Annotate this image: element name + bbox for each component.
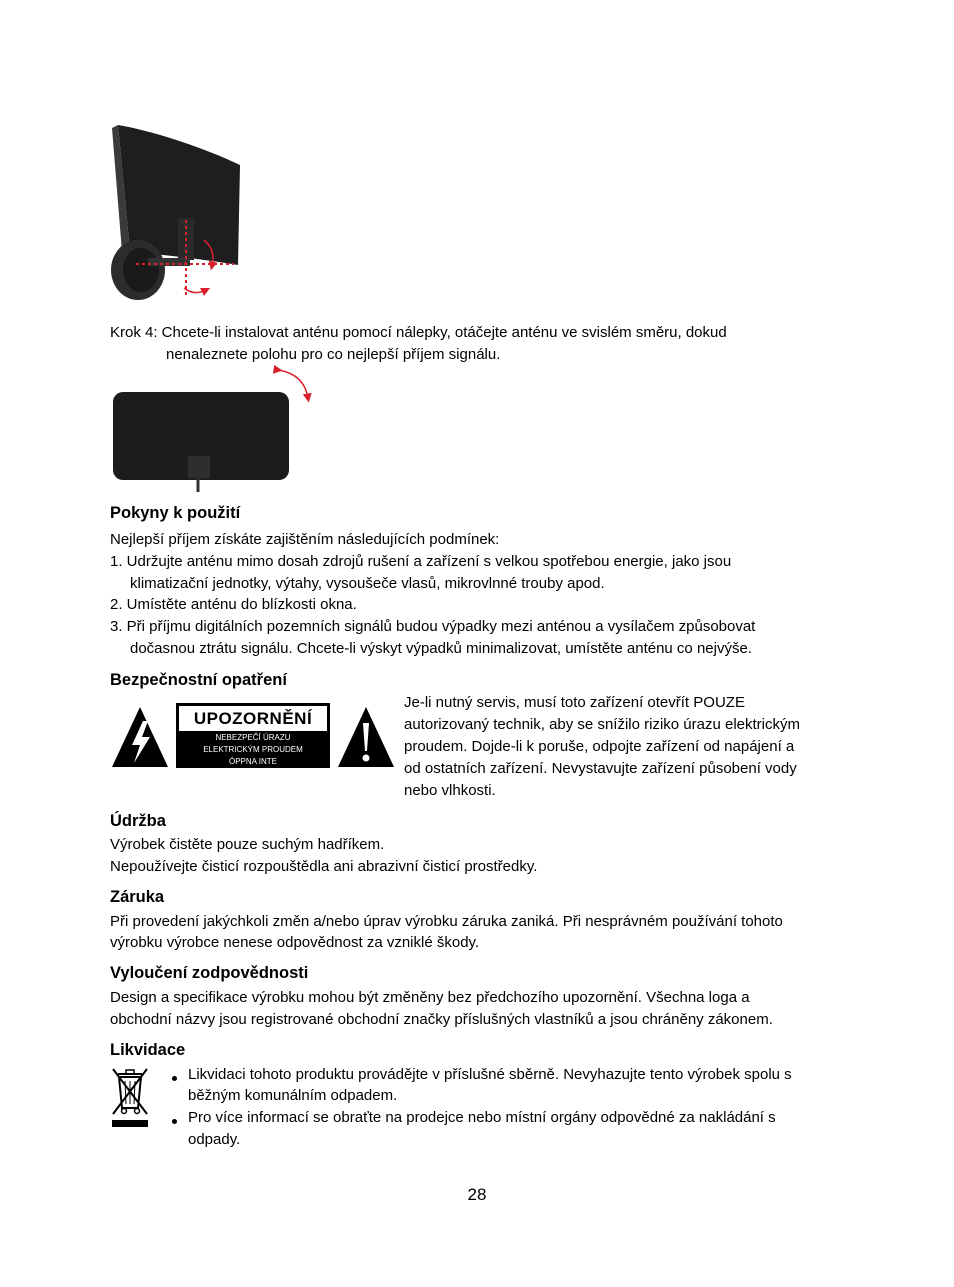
safety-heading: Bezpečnostní opatření [110, 671, 287, 689]
usage-item3-line1: 3. Při příjmu digitálních pozemních signálů budou výpadky mezi anténou a vysílačem způsobovat [110, 618, 756, 635]
disposal-bullet2-line1: Pro více informací se obraťte na prodejce nebo místní orgány odpovědné za nakládání s [188, 1109, 776, 1126]
caution-label [176, 703, 330, 768]
step4-line1: Krok 4: Chcete-li instalovat anténu pomocí nálepky, otáčejte anténu ve svislém směru, dokud [110, 324, 727, 341]
usage-heading: Pokyny k použití [110, 504, 241, 522]
caution-text-1: NEBEZPEČÍ ÚRAZU [215, 733, 291, 742]
usage-item2: 2. Umístěte anténu do blízkosti okna. [110, 596, 357, 613]
caution-text-3: ÓPPNA INTE [228, 757, 277, 766]
caution-title: UPOZORNĚNÍ [179, 706, 327, 731]
disposal-heading: Likvidace [110, 1041, 186, 1059]
page-number: 28 [467, 1185, 487, 1204]
usage-item1-line2: klimatizační jednotky, výtahy, vysoušeče vlasů, mikrovlnné trouby apod. [130, 575, 605, 592]
safety-line1: Je-li nutný servis, musí toto zařízení otevřít POUZE [404, 694, 745, 711]
warranty-line1: Při provedení jakýchkoli změn a/nebo úprav výrobku záruka zaniká. Při nesprávném používání tohoto [110, 913, 783, 930]
caution-text-2: ELEKTRICKÝM PROUDEM [203, 745, 303, 754]
flat-antenna-image [108, 362, 316, 496]
disclaimer-heading: Vyloučení zodpovědnosti [110, 964, 309, 982]
bullet-2 [172, 1119, 177, 1124]
disclaimer-line1: Design a specifikace výrobku mohou být změněny bez předchozího upozornění. Všechna loga a [110, 989, 750, 1006]
maintenance-line2: Nepoužívejte čisticí rozpouštědla ani abrazivní čisticí prostředky. [110, 858, 538, 875]
safety-line2: autorizovaný technik, aby se snížilo riziko úrazu elektrickým [404, 716, 800, 733]
safety-line4: od ostatních zařízení. Nevystavujte zařízení působení vody [404, 760, 797, 777]
maintenance-heading: Údržba [110, 812, 166, 830]
warranty-heading: Záruka [110, 888, 165, 906]
antenna-suction-mount-image [108, 120, 244, 310]
safety-line3: proudem. Dojde-li k poruše, odpojte zařízení od napájení a [404, 738, 795, 755]
usage-item1-line1: 1. Udržujte anténu mimo dosah zdrojů rušení a zařízení s velkou spotřebou energie, jako jsou [110, 553, 732, 570]
step4-line2: nenaleznete polohu pro co nejlepší příjem signálu. [166, 346, 501, 363]
disposal-bullet1-line2: běžným komunálním odpadem. [188, 1087, 398, 1104]
disclaimer-line2: obchodní názvy jsou registrované obchodní značky příslušných vlastníků a jsou chráněny zákonem. [110, 1011, 773, 1028]
disposal-bullet1-line1: Likvidaci tohoto produktu provádějte v příslušné sběrně. Nevyhazujte tento výrobek spolu s [188, 1066, 792, 1083]
maintenance-line1: Výrobek čistěte pouze suchým hadříkem. [110, 836, 385, 853]
exclamation-warning-icon [336, 705, 396, 769]
electric-shock-warning-icon [110, 705, 170, 769]
usage-item3-line2: dočasnou ztrátu signálu. Chcete-li výskyt výpadků minimalizovat, umístěte anténu co nejvýše. [130, 640, 752, 657]
weee-crossed-bin-icon [110, 1066, 150, 1128]
bullet-1 [172, 1076, 177, 1081]
usage-intro: Nejlepší příjem získáte zajištěním následujících podmínek: [110, 531, 500, 548]
disposal-bullet2-line2: odpady. [188, 1131, 241, 1148]
safety-line5: nebo vlhkosti. [404, 782, 496, 799]
warranty-line2: výrobku výrobce nenese odpovědnost za vzniklé škody. [110, 934, 480, 951]
